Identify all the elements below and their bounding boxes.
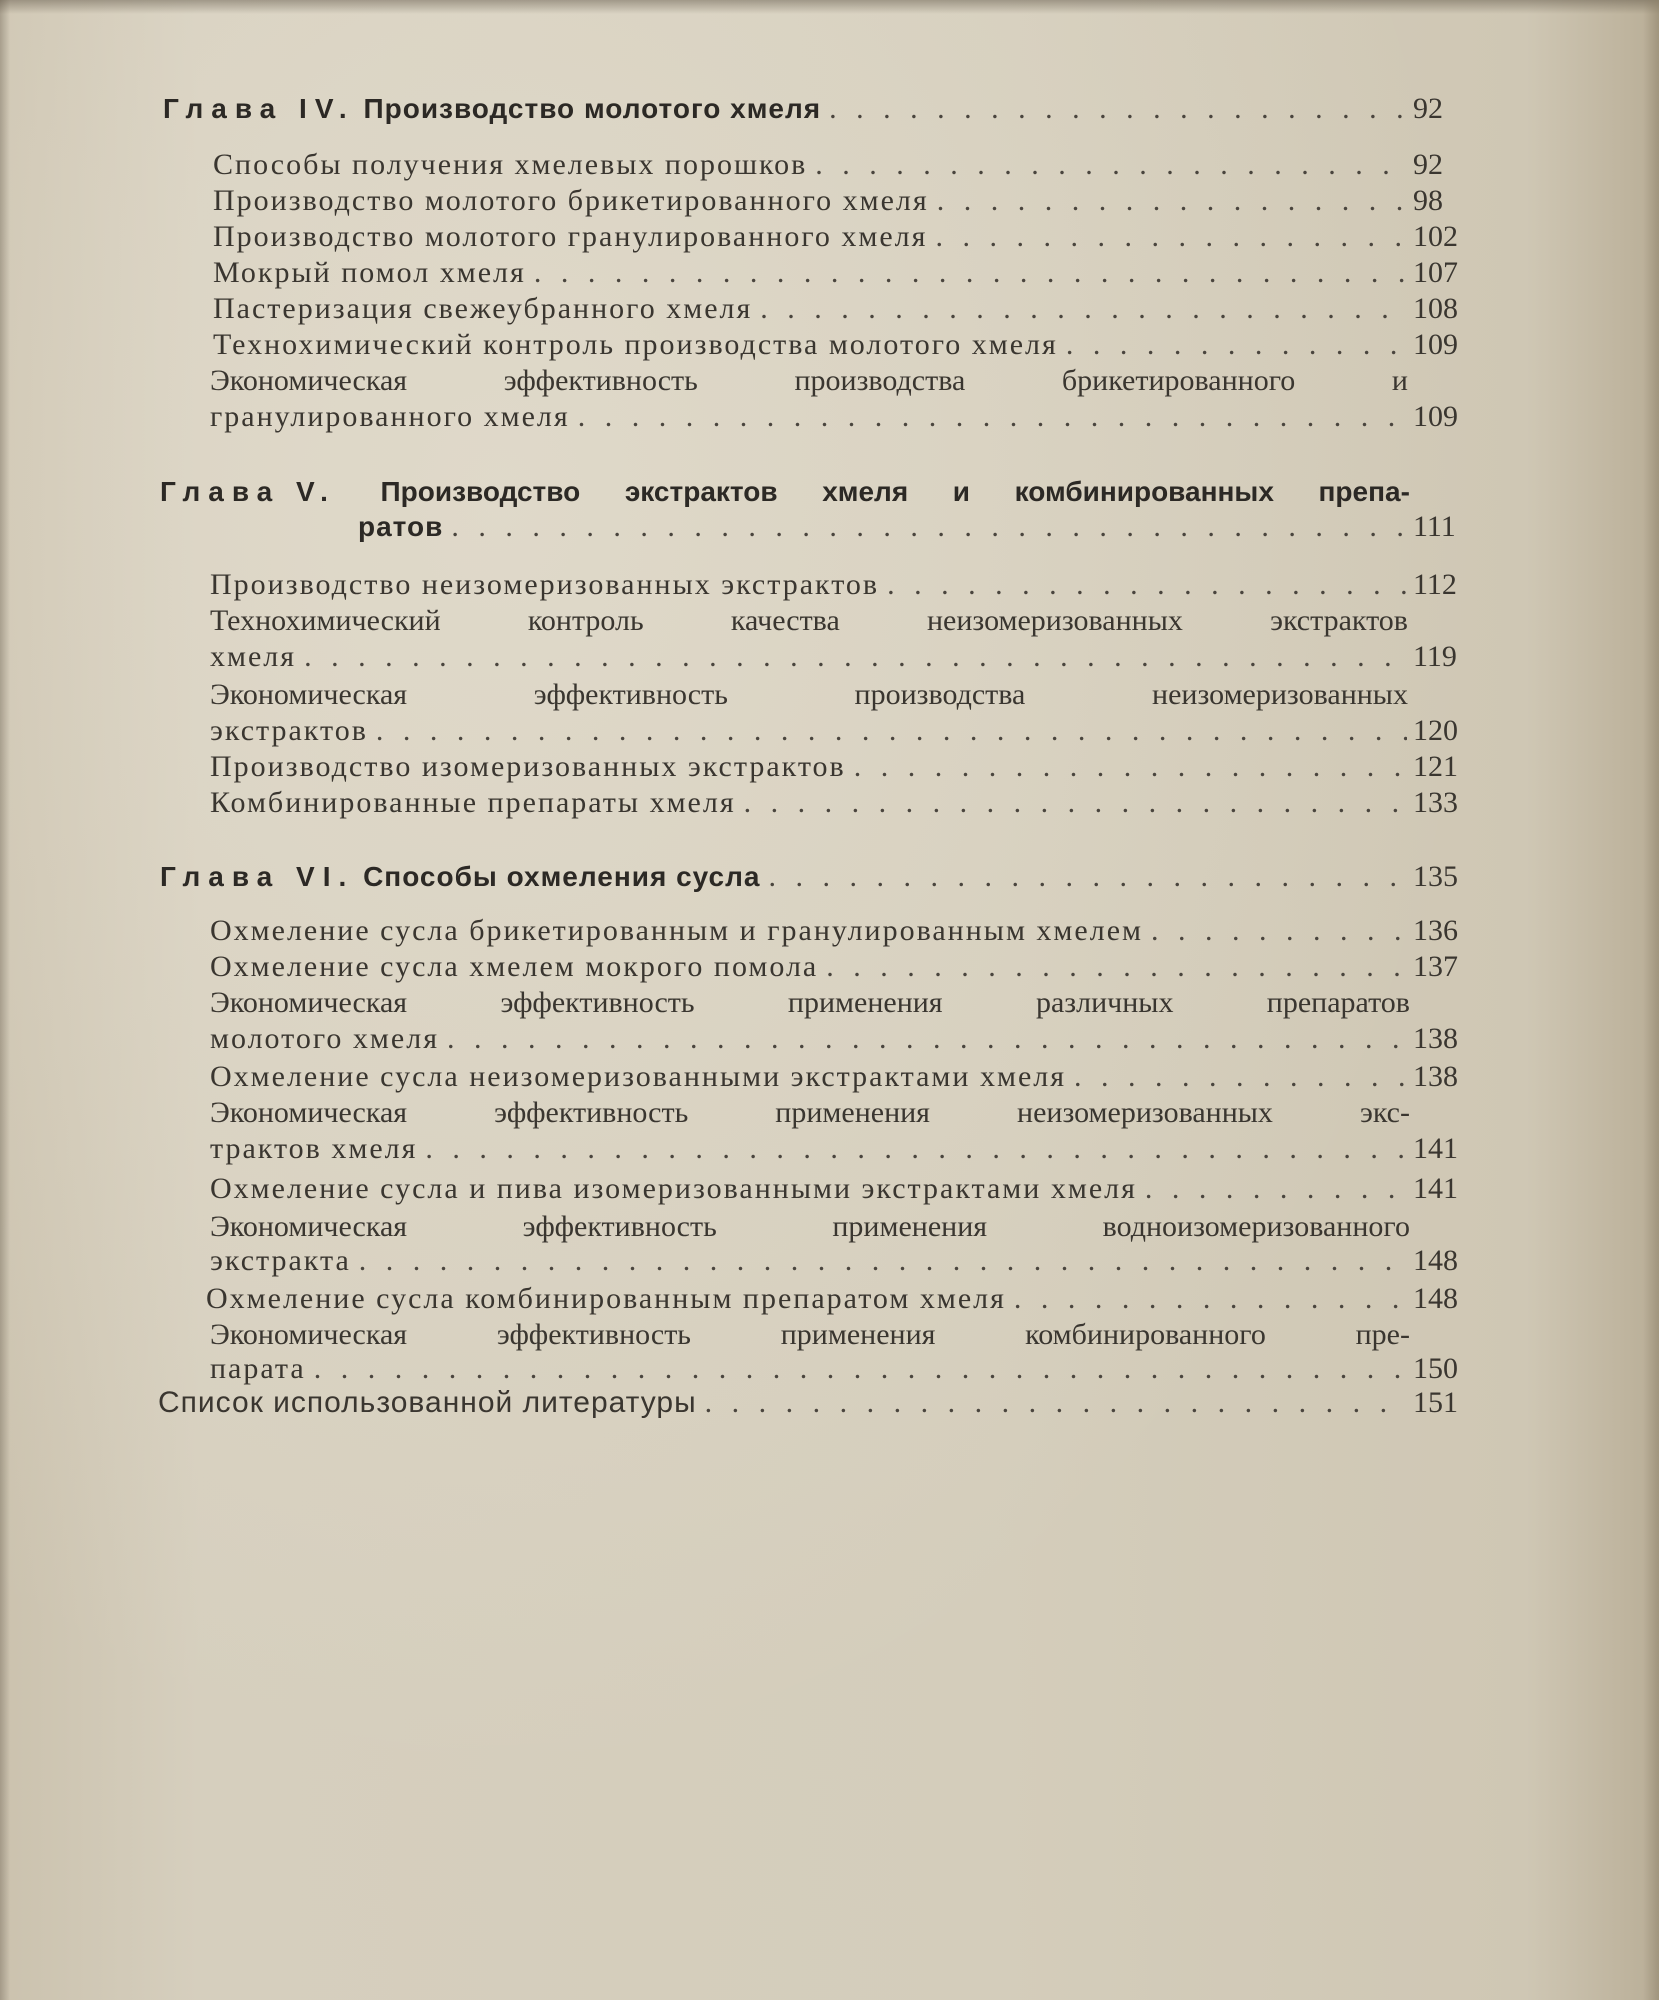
toc-entry-page: 92: [1413, 148, 1443, 181]
leader-dots: [1145, 1172, 1407, 1206]
chapter-5-heading: Глава V. Производство экстрактов хмеля и комбинированных препа-: [160, 476, 1410, 507]
leader-dots: [1151, 914, 1407, 948]
toc-entry-page: 137: [1413, 950, 1458, 983]
chapter-6-title: Способы охмеления сусла: [363, 861, 761, 892]
toc-entry: [210, 1132, 1483, 1170]
toc-entry-text: Способы получения хмелевых порошков: [213, 148, 808, 181]
toc-entry-page: 102: [1413, 220, 1458, 253]
toc-entry-page: 98: [1413, 184, 1443, 217]
toc-entry-text: Охмеление сусла брикетированным и гранулированным хмелем: [210, 914, 1144, 947]
toc-entry: [213, 256, 1483, 294]
chapter-5-title-line2: ратов: [358, 511, 444, 542]
toc-entry-wrapped-line1: Экономическая эффективность применения различных препаратов: [210, 986, 1410, 1019]
toc-entry: [213, 292, 1483, 330]
leader-dots: [1074, 1060, 1407, 1094]
chapter-6-label: Глава VI.: [160, 861, 355, 892]
toc-entry-wrapped-line1: Технохимический контроль качества неизомеризованных экстрактов: [210, 604, 1408, 637]
leader-dots: [304, 640, 1407, 674]
toc-entry: [213, 184, 1483, 222]
leader-dots: [534, 256, 1407, 290]
chapter-4-label: Глава IV.: [163, 93, 355, 124]
toc-entry-text: парата: [210, 1352, 306, 1385]
page-top-shadow: [0, 0, 1659, 14]
toc-entry: [210, 400, 1483, 438]
leader-dots: [425, 1132, 1407, 1166]
toc-entry: [210, 950, 1483, 988]
page-left-shadow: [0, 0, 10, 2000]
toc-entry-wrapped-line1: Экономическая эффективность применения неизомеризованных экс-: [210, 1096, 1410, 1129]
toc-entry-page: 120: [1413, 714, 1458, 747]
toc-entry-page: 138: [1413, 1060, 1458, 1093]
toc-entry-page: 148: [1413, 1244, 1458, 1277]
toc-entry: [210, 640, 1483, 678]
leader-dots: [451, 510, 1407, 544]
leader-dots: [744, 786, 1407, 820]
toc-entry-text: трактов хмеля: [210, 1132, 418, 1165]
toc-entry-text: Комбинированные препараты хмеля: [210, 786, 736, 819]
leader-dots: [359, 1244, 1407, 1278]
leader-dots: [705, 1386, 1407, 1420]
leader-dots: [854, 750, 1407, 784]
toc-entry: [210, 1060, 1483, 1098]
toc-entry: [213, 220, 1483, 258]
toc-entry-text: экстракта: [210, 1244, 351, 1277]
leader-dots: [314, 1352, 1407, 1386]
toc-entry: [210, 914, 1483, 952]
toc-entry-text: Производство молотого брикетированного хмеля: [213, 184, 929, 217]
toc-entry-page: 119: [1413, 640, 1457, 673]
leader-dots: [1066, 328, 1407, 362]
toc-entry-text: гранулированного хмеля: [210, 400, 570, 433]
toc-entry-page: 148: [1413, 1282, 1458, 1315]
leader-dots: [578, 400, 1407, 434]
toc-entry-page: 108: [1413, 292, 1458, 325]
toc-entry: [210, 786, 1483, 824]
chapter-4-page: 92: [1413, 92, 1443, 125]
toc-entry-text: Охмеление сусла неизомеризованными экстрактами хмеля: [210, 1060, 1067, 1093]
toc-entry-text: Охмеление сусла хмелем мокрого помола: [210, 950, 819, 983]
toc-entry: [210, 1352, 1483, 1390]
page-right-edge: [1643, 0, 1659, 2000]
toc-entry-text: Охмеление сусла и пива изомеризованными экстрактами хмеля: [210, 1172, 1137, 1205]
chapter-4-title: Производство молотого хмеля: [363, 93, 822, 124]
toc-entry-text: Производство неизомеризованных экстрактов: [210, 568, 880, 601]
toc-entry-text: хмеля: [210, 640, 297, 673]
leader-dots: [935, 220, 1407, 254]
toc-entry-text: Производство изомеризованных экстрактов: [210, 750, 846, 783]
toc-entry: [210, 750, 1483, 788]
leader-dots: [815, 148, 1407, 182]
toc-entry-page: 121: [1413, 750, 1458, 783]
toc-entry: [210, 568, 1483, 606]
bibliography-entry: [158, 1386, 1483, 1424]
toc-entry: [210, 1244, 1483, 1282]
leader-dots: [447, 1022, 1407, 1056]
toc-entry: [206, 1282, 1483, 1320]
chapter-6-page: 135: [1413, 860, 1458, 893]
toc-entry-page: 109: [1413, 400, 1458, 433]
toc-entry-wrapped-line1: Экономическая эффективность применения водноизомеризованного: [210, 1210, 1410, 1243]
leader-dots: [1014, 1282, 1407, 1316]
bibliography-page: 151: [1413, 1386, 1458, 1419]
leader-dots: [760, 292, 1407, 326]
toc-entry-page: 107: [1413, 256, 1458, 289]
toc-entry: [210, 1172, 1483, 1210]
toc-entry-wrapped-line1: Экономическая эффективность применения комбинированного пре-: [210, 1318, 1410, 1351]
chapter-6-heading: [160, 860, 1483, 898]
toc-entry-text: экстрактов: [210, 714, 368, 747]
leader-dots: [768, 860, 1407, 894]
toc-entry: [213, 328, 1483, 366]
bibliography-text: Список использованной литературы: [158, 1386, 697, 1419]
leader-dots: [937, 184, 1407, 218]
toc-entry-wrapped-line1: Экономическая эффективность производства неизомеризованных: [210, 678, 1408, 711]
toc-entry-text: Производство молотого гранулированного хмеля: [213, 220, 928, 253]
toc-entry-text: молотого хмеля: [210, 1022, 440, 1055]
toc-entry-wrapped-line1: Экономическая эффективность производства брикетированного и: [210, 364, 1408, 397]
toc-entry-page: 150: [1413, 1352, 1458, 1385]
toc-entry-page: 141: [1413, 1132, 1458, 1165]
chapter-4-heading: [163, 92, 1483, 130]
leader-dots: [376, 714, 1407, 748]
toc-entry-text: Охмеление сусла комбинированным препаратом хмеля: [206, 1282, 1006, 1315]
toc-entry-text: Мокрый помол хмеля: [213, 256, 526, 289]
toc-entry-page: 138: [1413, 1022, 1458, 1055]
toc-entry-text: Технохимический контроль производства молотого хмеля: [213, 328, 1058, 361]
leader-dots: [829, 92, 1407, 126]
toc-entry-text: Пастеризация свежеубранного хмеля: [213, 292, 753, 325]
leader-dots: [887, 568, 1407, 602]
chapter-5-heading-cont: [358, 510, 1483, 548]
leader-dots: [826, 950, 1407, 984]
toc-entry: [210, 714, 1483, 752]
toc-entry-page: 133: [1413, 786, 1458, 819]
chapter-5-label: Глава V.: [160, 476, 336, 507]
toc-entry: [210, 1022, 1483, 1060]
toc-entry-page: 112: [1413, 568, 1457, 601]
toc-entry-page: 109: [1413, 328, 1458, 361]
toc-entry-page: 136: [1413, 914, 1458, 947]
toc-entry: [213, 148, 1483, 186]
chapter-5-page: 111: [1413, 510, 1456, 543]
toc-entry-page: 141: [1413, 1172, 1458, 1205]
